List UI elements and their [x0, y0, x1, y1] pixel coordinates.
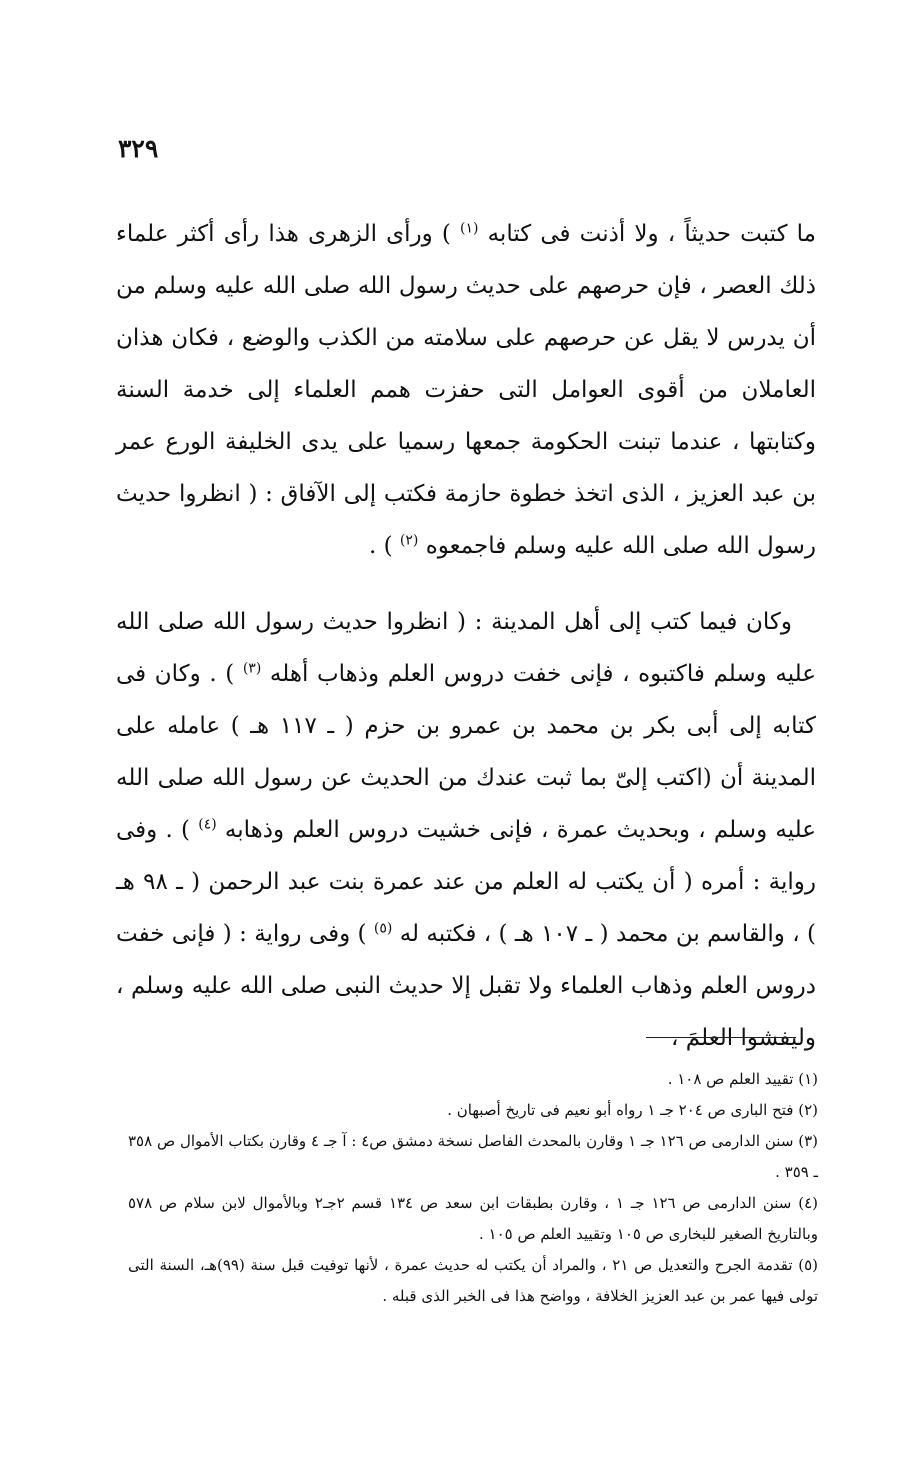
footnote-2: (٢) فتح البارى ص ٢٠٤ جـ ١ رواه أبو نعيم فى تاريخ أصبهان .	[447, 1101, 818, 1119]
page-number: ٣٢٩	[118, 134, 159, 163]
paragraph-1-text-b: ) ورأى الزهرى هذا رأى أكثر علماء ذلك العصر ، فإن حرصهم على حديث رسول الله صلى الله عليه وسلم من أن يدرس لا يقل عن حرصهم على سلامته من الكذب والوضع ، فكان هذان العاملان من أقوى العوامل التى حفزت همم العلماء إلى خدمة السنة وكتابتها ، عندما تبنت الحكومة جمعها رسميا على يدى الخليفة الورع عمر بن عبد العزيز ، الذى اتخذ خطوة حازمة فكتب إلى الآفاق : ( انظروا حديث رسول الله صلى الله عليه وسلم فاجمعوه	[116, 221, 816, 559]
paragraph-1-text-c: ) .	[369, 533, 400, 559]
footnote-ref-5: (٥)	[373, 920, 393, 937]
footnote-4: (٤) سنن الدارمى ص ١٢٦ جـ ١ ، وقارن بطبقات ابن سعد ص ١٣٤ قسم ٢جـ٢ وبالأموال لابن سلام ص ٥٧٨ وبالتاريخ الصغير للبخارى ص ١٠٥ وتقييد العلم ص ١٠٥ .	[128, 1194, 818, 1243]
paragraph-1-text-a: ما كتبت حديثاً ، ولا أذنت فى كتابه	[478, 221, 817, 247]
footnote-ref-2: (٢)	[399, 532, 419, 549]
footnote-5: (٥) تقدمة الجرح والتعديل ص ٢١ ، والمراد أن يكتب له حديث عمرة ، لأنها توفيت قبل سنة (٩٩)هـ، السنة التى تولى فيها عمر بن عبد العزيز الخلافة ، وواضح هذا فى الخبر الذى قبله .	[128, 1256, 818, 1305]
footnote-ref-3: (٣)	[242, 660, 262, 677]
footnote-ref-1: (١)	[459, 220, 479, 237]
paragraph-2-text-c: ) . وفى رواية : أمره ( أن يكتب له العلم من عند عمرة بنت عبد الرحمن ( ـ ٩٨ هـ ) ، والقاسم بن محمد ( ـ ١٠٧ هـ ) ، فكتبه له	[116, 817, 816, 947]
footnote-ref-4: (٤)	[198, 816, 217, 833]
paragraph-2-text-d: ) وفى رواية : ( فإنى خفت دروس العلم وذهاب العلماء ولا تقبل إلا حديث النبى صلى الله عليه وسلم ، وليفشوا العلمَ ،	[116, 921, 816, 1051]
footnote-3: (٣) سنن الدارمى ص ١٢٦ جـ ١ وقارن بالمحدث الفاصل نسخة دمشق ص٤ : آ جـ ٤ وقارن بكتاب الأموال ص ٣٥٨ ـ ٣٥٩ .	[128, 1132, 819, 1181]
footnotes	[128, 1064, 818, 1312]
paragraph-1	[116, 208, 816, 572]
paragraph-2-text-b: ) . وكان فى كتابه إلى أبى بكر بن محمد بن عمرو بن حزم ( ـ ١١٧ هـ ) عامله على المدينة أن (اكتب إلىّ بما ثبت عندك من الحديث عن رسول الله صلى الله عليه وسلم ، وبحديث عمرة ، فإنى خشيت دروس العلم وذهابه	[116, 661, 816, 843]
paragraph-2-text-a: وكان فيما كتب إلى أهل المدينة : ( انظروا حديث رسول الله صلى الله عليه وسلم فاكتبوه ، فإنى خفت دروس العلم وذهاب أهله	[116, 609, 816, 687]
footnote-separator	[646, 1037, 796, 1038]
footnote-1: (١) تقييد العلم ص ١٠٨ .	[667, 1070, 818, 1088]
paragraph-2	[116, 596, 816, 1064]
